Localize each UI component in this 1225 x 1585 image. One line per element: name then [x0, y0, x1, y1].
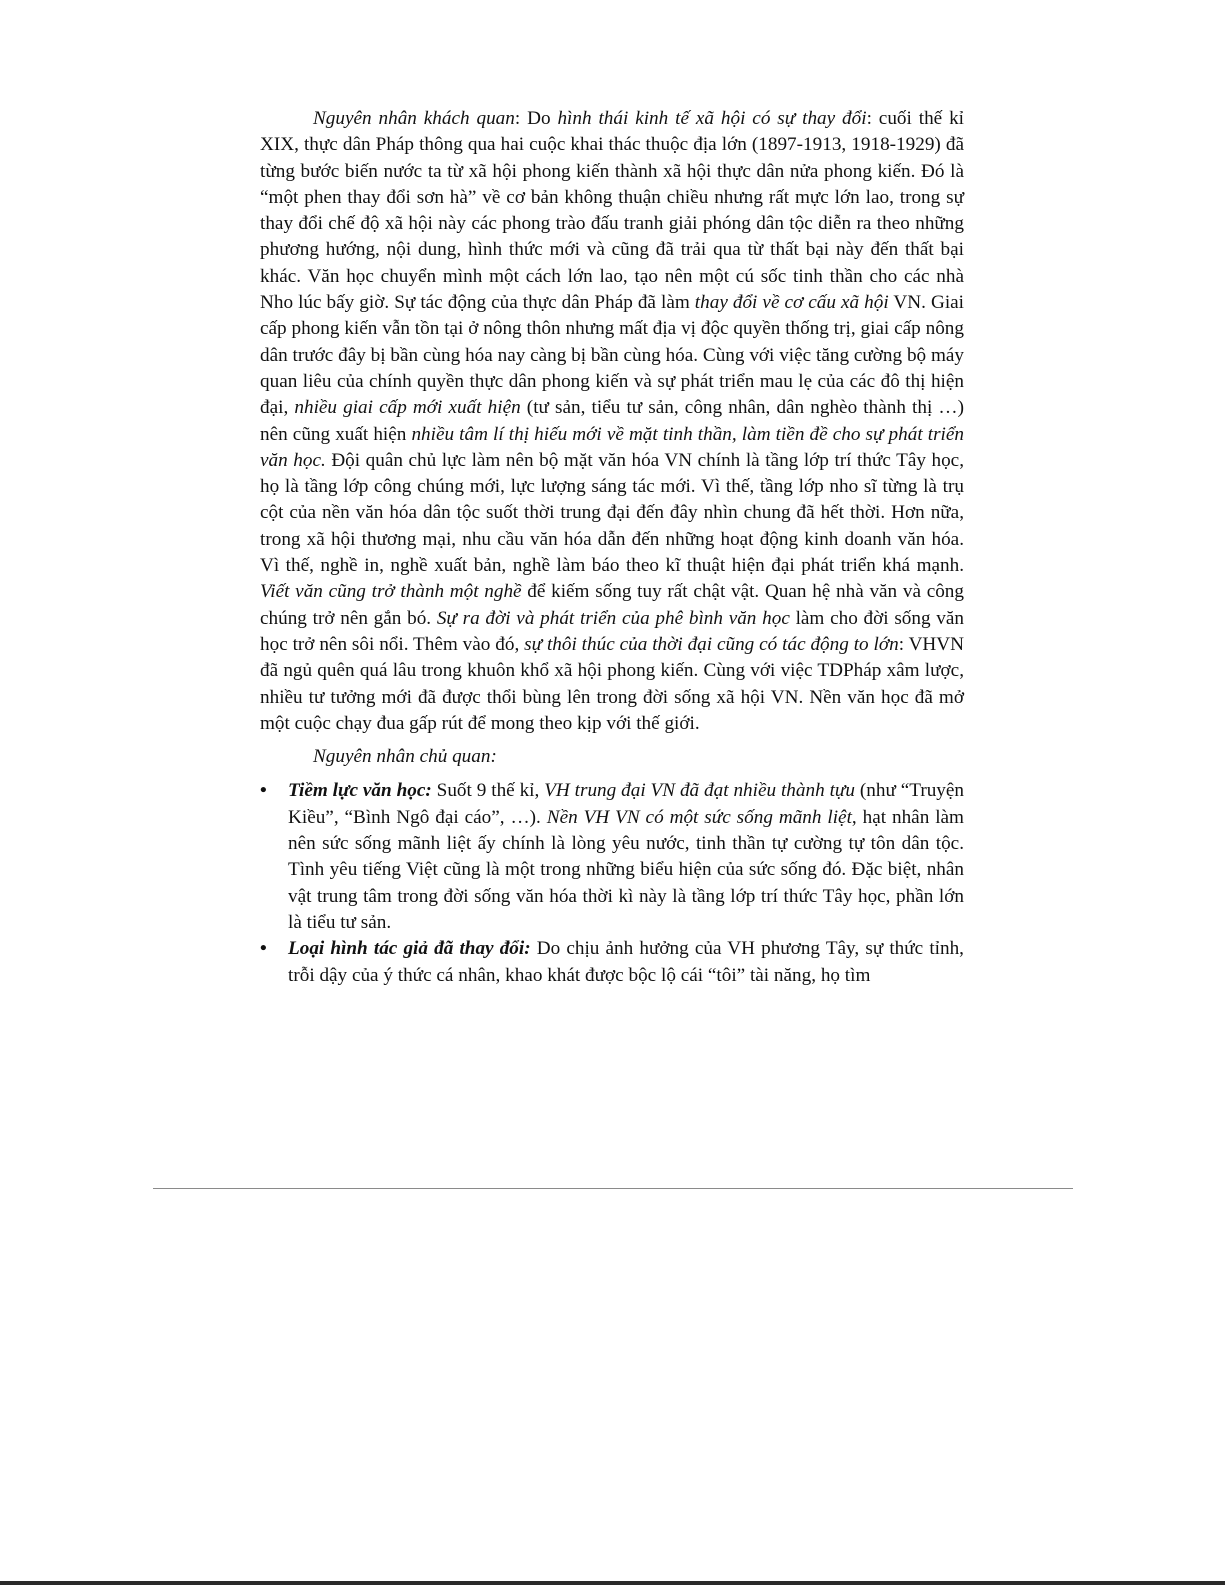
objective-causes-label: Nguyên nhân khách quan: [313, 108, 515, 129]
document-body: [260, 106, 964, 989]
text-run: (tư sản, tiểu tư sản, công nhân, dân nghèo thành thị …) nên cũng xuất hiện: [260, 397, 964, 445]
paragraph-objective-causes: [260, 106, 964, 737]
text-run: làm cho đời sống văn học trở nên sôi nổi. Thêm vào đó,: [260, 607, 965, 655]
text-run: : Do: [514, 108, 558, 129]
subjective-causes-label: Nguyên nhân chủ quan:: [313, 746, 497, 768]
page-divider: [153, 1188, 1073, 1189]
bullet-title: Tiềm lực văn học:: [288, 780, 432, 802]
list-item: [236, 936, 964, 989]
text-run: Suốt 9 thế kỉ,: [431, 780, 545, 802]
subjective-causes-list: [260, 778, 964, 988]
text-run: , hạt nhân làm nên sức sống mãnh liệt ấy chính là lòng yêu nước, tinh thần tự cường tự tôn dân tộc. Tình yêu tiếng Việt cũng là một trong những biểu hiện của sức sống đó. Đặc biệt, nhân vật trung tâm trong đời sống văn hóa thời kì này là tầng lớp trí thức Tây học, phần lớn là tiểu tư sản.: [288, 806, 964, 933]
text-run: : cuối thế kỉ XIX, thực dân Pháp thông qua hai cuộc khai thác thuộc địa lớn (1897-1913, 1918-1929) đã từng bước biến nước ta từ xã hội phong kiến thành xã hội thực dân nửa phong kiến. Đó là “một phen thay đổi sơn hà” về cơ bản không thuận chiều nhưng rất mực lớn lao, trong sự thay đổi chế độ xã hội này các phong trào đấu tranh giải phóng dân tộc diễn ra theo những phương hướng, nội dung, hình thức mới và cũng đã trải qua từ thất bại này đến thất bại khác. Văn học chuyển mình một cách lớn lao, tạo nên một cú sốc tinh thần cho các nhà Nho lúc bấy giờ. Sự tác động của thực dân Pháp đã làm: [260, 108, 964, 314]
emphasis-run: nhiều tâm lí thị hiếu mới về mặt tinh thần, làm tiền đề cho sự phát triển văn học.: [260, 423, 964, 471]
emphasis-run: VH trung đại VN đã đạt nhiều thành tựu: [544, 780, 855, 802]
emphasis-run: nhiều giai cấp mới xuất hiện: [294, 397, 521, 419]
text-run: : VHVN đã ngủ quên quá lâu trong khuôn khổ xã hội phong kiến. Cùng với việc TDPháp xâm lược, nhiều tư tưởng mới đã được thổi bùng lên trong đời sống xã hội VN. Nền văn học đã mở một cuộc chạy đua gấp rút để mong theo kịp với thế giới.: [260, 633, 964, 734]
emphasis-run: hình thái kinh tế xã hội có sự thay đổi: [557, 108, 867, 129]
text-run: để kiếm sống tuy rất chật vật. Quan hệ nhà văn và công chúng trở nên gắn bó.: [260, 581, 964, 629]
emphasis-run: Sự ra đời và phát triển của phê bình văn học: [436, 607, 790, 629]
emphasis-run: Viết văn cũng trở thành một nghề: [260, 581, 522, 603]
bullet-title: Loại hình tác giả đã thay đổi:: [288, 938, 531, 960]
emphasis-run: thay đổi về cơ cấu xã hội: [694, 292, 889, 314]
page-bottom-edge: [0, 1581, 1225, 1585]
emphasis-run: sự thôi thúc của thời đại cũng có tác động to lớn: [524, 633, 899, 655]
text-run: (như “Truyện Kiều”, “Bình Ngô đại cáo”, …).: [288, 780, 964, 828]
bullet-icon: •: [260, 938, 267, 960]
emphasis-run: Nền VH VN có một sức sống mãnh liệt: [546, 806, 852, 828]
text-run: Do chịu ảnh hưởng của VH phương Tây, sự thức tỉnh, trỗi dậy của ý thức cá nhân, khao khát được bộc lộ cái “tôi” tài năng, họ tìm: [288, 938, 964, 986]
text-run: Đội quân chủ lực làm nên bộ mặt văn hóa VN chính là tầng lớp trí thức Tây học, họ là tầng lớp công chúng mới, lực lượng sáng tác mới. Vì thế, tầng lớp nho sĩ từng là trụ cột của nền văn hóa dân tộc suốt thời trung đại đến đây nhìn chung đã hết thời. Hơn nữa, trong xã hội thương mại, nhu cầu văn hóa dẫn đến những hoạt động kinh doanh văn hóa. Vì thế, nghề in, nghề xuất bản, nghề làm báo theo kĩ thuật hiện đại phát triển khá mạnh.: [260, 449, 964, 577]
text-run: VN. Giai cấp phong kiến vẫn tồn tại ở nông thôn nhưng mất địa vị độc quyền thống trị, giai cấp nông dân trước đây bị bần cùng hóa nay càng bị bần cùng hóa. Cùng với việc tăng cường bộ máy quan liêu của chính quyền thực dân phong kiến và sự phát triển mau lẹ của các đô thị hiện đại,: [260, 292, 964, 419]
subjective-causes-heading: [260, 744, 964, 770]
bullet-icon: •: [260, 780, 267, 802]
list-item: [236, 778, 964, 936]
